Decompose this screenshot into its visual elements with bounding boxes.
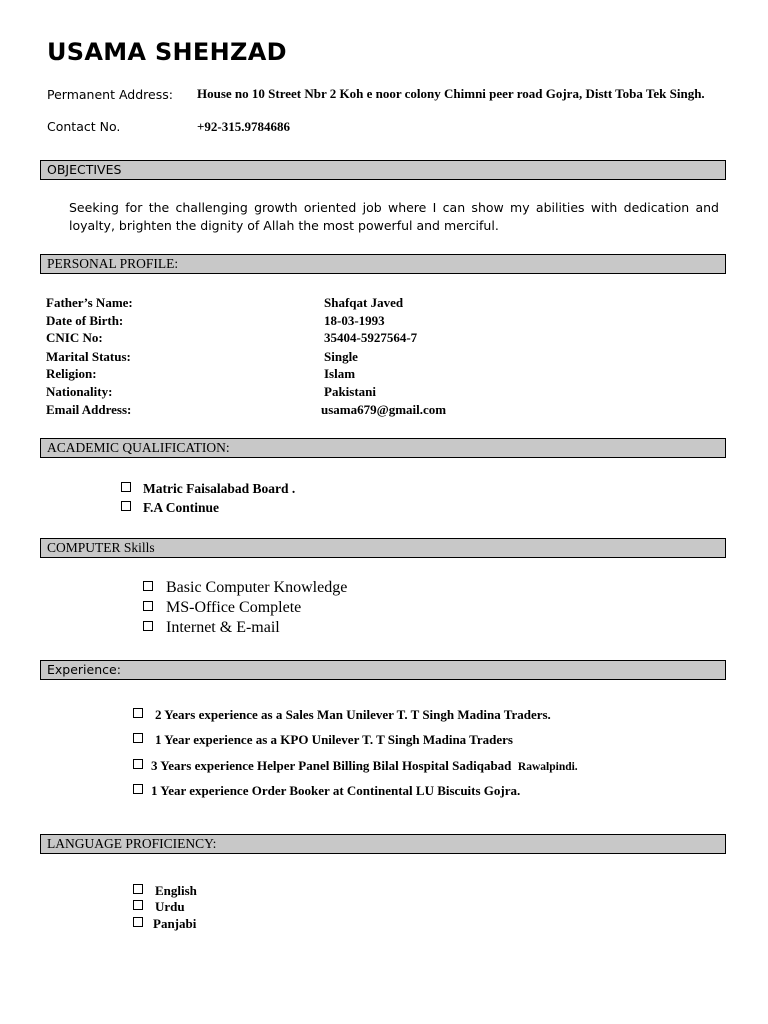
- checkbox-bullet-icon: [133, 884, 143, 894]
- checkbox-bullet-icon: [121, 482, 131, 492]
- skill-item: Basic Computer Knowledge: [143, 579, 347, 597]
- checkbox-bullet-icon: [143, 581, 153, 591]
- checkbox-bullet-icon: [133, 759, 143, 769]
- checkbox-bullet-icon: [121, 501, 131, 511]
- profile-row: Religion: Islam: [46, 366, 356, 381]
- experience-item: 1 Year experience as a KPO Unilever T. T Singh Madina Traders: [133, 732, 513, 748]
- skill-item: MS-Office Complete: [143, 599, 301, 617]
- checkbox-bullet-icon: [133, 708, 143, 718]
- computer-heading: COMPUTER Skills: [40, 538, 726, 558]
- address-label: Permanent Address:: [47, 87, 173, 102]
- language-heading: LANGUAGE PROFICIENCY:: [40, 834, 726, 854]
- profile-row: Father’s Name: Shafqat Javed: [46, 295, 404, 310]
- academic-item: F.A Continue: [121, 500, 219, 516]
- experience-item: 2 Years experience as a Sales Man Unilever T. T Singh Madina Traders.: [133, 707, 551, 723]
- contact-value: +92-315.9784686: [197, 119, 290, 134]
- experience-item: 1 Year experience Order Booker at Continental LU Biscuits Gojra.: [133, 783, 520, 799]
- checkbox-bullet-icon: [133, 900, 143, 910]
- profile-row: Marital Status: Single: [46, 349, 358, 364]
- checkbox-bullet-icon: [133, 784, 143, 794]
- objective-text: Seeking for the challenging growth oriented job where I can show my abilities with dedication and loyalty, brighten the dignity of Allah the most powerful and merciful.: [69, 200, 719, 233]
- experience-item: 3 Years experience Helper Panel Billing Bilal Hospital Sadiqabad Rawalpindi.: [133, 758, 578, 774]
- checkbox-bullet-icon: [133, 733, 143, 743]
- academic-item: Matric Faisalabad Board .: [121, 481, 295, 497]
- profile-row: Nationality: Pakistani: [46, 384, 377, 399]
- profile-heading: PERSONAL PROFILE:: [40, 254, 726, 274]
- contact-label: Contact No.: [47, 119, 121, 134]
- objectives-heading: OBJECTIVES: [40, 160, 726, 180]
- academic-heading: ACADEMIC QUALIFICATION:: [40, 438, 726, 458]
- profile-row: Email Address: usama679@gmail.com: [46, 402, 447, 417]
- applicant-name: USAMA SHEHZAD: [47, 38, 287, 66]
- language-item: Panjabi: [133, 916, 196, 932]
- language-item: English: [133, 883, 197, 899]
- address-value: House no 10 Street Nbr 2 Koh e noor colony Chimni peer road Gojra, Distt Toba Tek Singh.: [197, 86, 705, 101]
- experience-heading: Experience:: [40, 660, 726, 680]
- language-item: Urdu: [133, 899, 185, 915]
- profile-row: Date of Birth: 18-03-1993: [46, 313, 385, 328]
- checkbox-bullet-icon: [133, 917, 143, 927]
- checkbox-bullet-icon: [143, 621, 153, 631]
- profile-row: CNIC No: 35404-5927564-7: [46, 330, 418, 345]
- checkbox-bullet-icon: [143, 601, 153, 611]
- skill-item: Internet & E-mail: [143, 619, 280, 637]
